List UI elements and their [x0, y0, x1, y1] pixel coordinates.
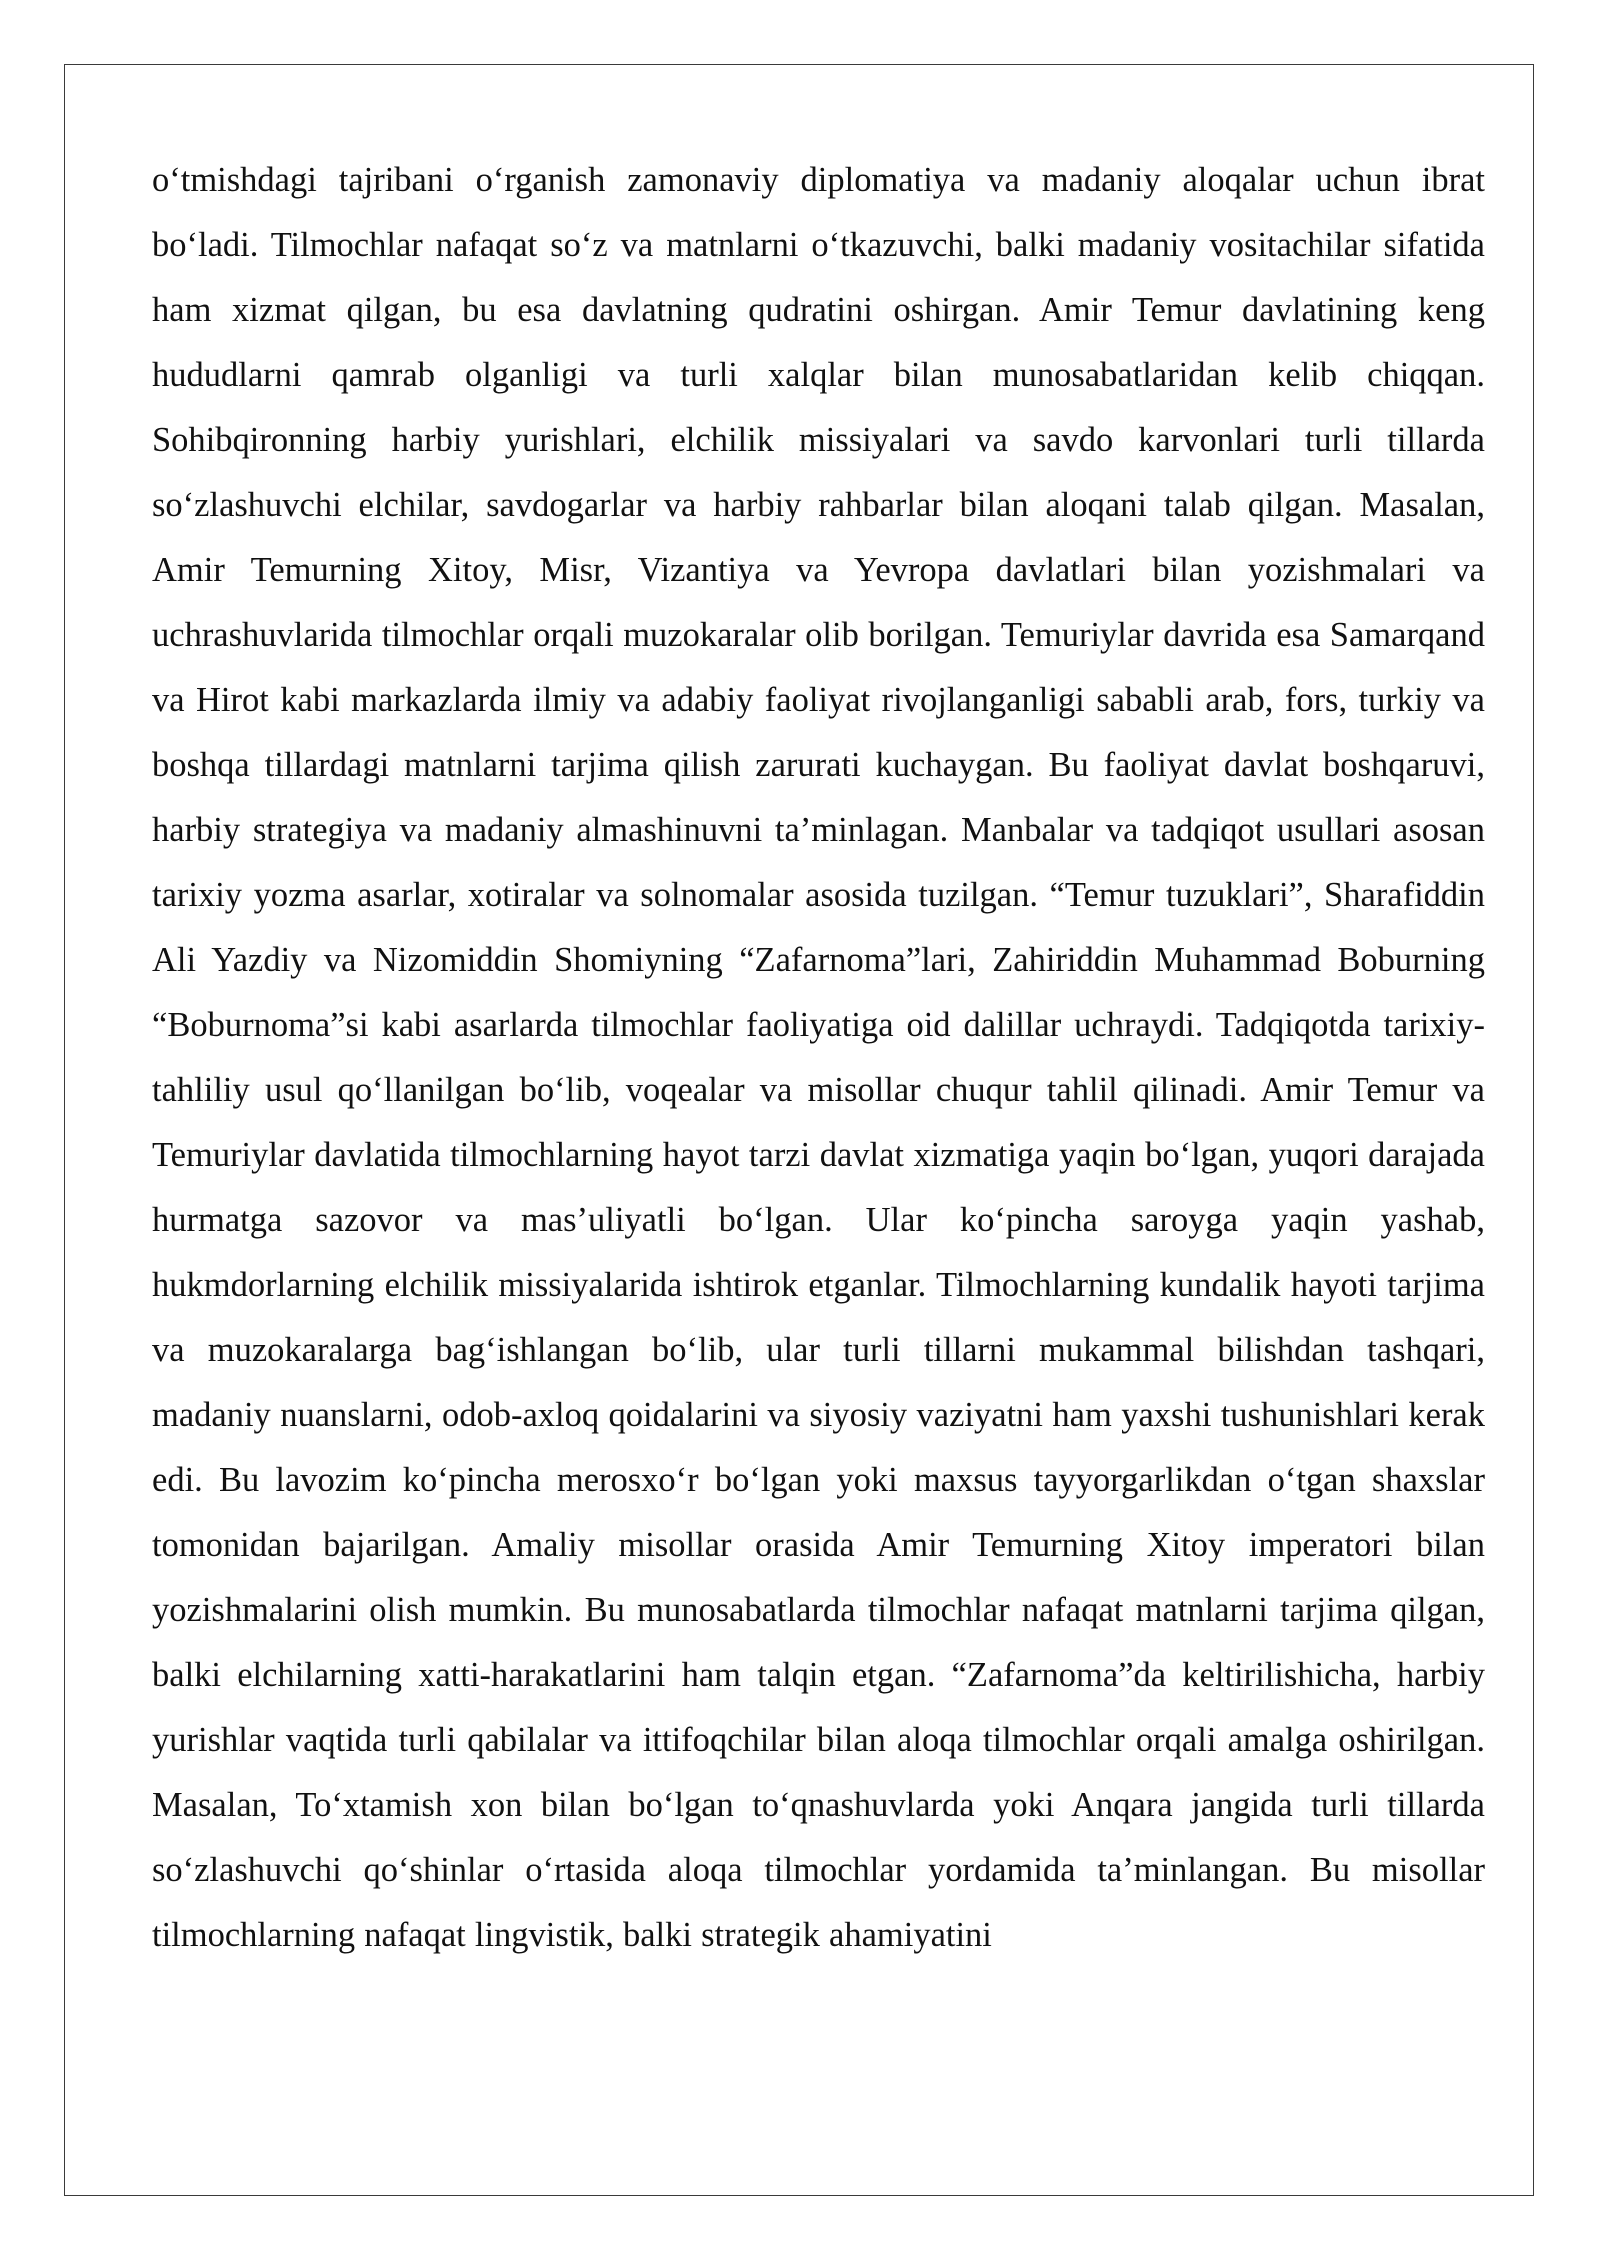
body-paragraph: o‘tmishdagi tajribani o‘rganish zamonaviy diplomatiya va madaniy aloqalar uchun ibrat bo‘ladi. Tilmochlar nafaqat so‘z va matnlarni o‘tkazuvchi, balki madaniy vositachilar sifatida ham xizmat qilgan, bu esa davlatning qudratini oshirgan. Amir Temur davlatining keng hududlarni qamrab olganligi va turli xalqlar bilan munosabatlaridan kelib chiqqan. Sohibqironning harbiy yurishlari, elchilik missiyalari va savdo karvonlari turli tillarda so‘zlashuvchi elchilar, savdogarlar va harbiy rahbarlar bilan aloqani talab qilgan. Masalan, Amir Temurning Xitoy, Misr, Vizantiya va Yevropa davlatlari bilan yozishmalari va uchrashuvlarida tilmochlar orqali muzokaralar olib borilgan. Temuriylar davrida esa Samarqand va Hirot kabi markazlarda ilmiy va adabiy faoliyat rivojlanganligi sababli arab, fors, turkiy va boshqa tillardagi matnlarni tarjima qilish zarurati kuchaygan. Bu faoliyat davlat boshqaruvi, harbiy strategiya va madaniy almashinuvni ta’minlagan. Manbalar va tadqiqot usullari asosan tarixiy yozma asarlar, xotiralar va solnomalar asosida tuzilgan. “Temur tuzuklari”, Sharafiddin Ali Yazdiy va Nizomiddin Shomiyning “Zafarnoma”lari, Zahiriddin Muhammad Boburning “Boburnoma”si kabi asarlarda tilmochlar faoliyatiga oid dalillar uchraydi. Tadqiqotda tarixiy-tahliliy usul qo‘llanilgan bo‘lib, voqealar va misollar chuqur tahlil qilinadi. Amir Temur va Temuriylar davlatida tilmochlarning hayot tarzi davlat xizmatiga yaqin bo‘lgan, yuqori darajada hurmatga sazovor va mas’uliyatli bo‘lgan. Ular ko‘pincha saroyga yaqin yashab, hukmdorlarning elchilik missiyalarida ishtirok etganlar. Tilmochlarning kundalik hayoti tarjima va muzokaralarga bag‘ishlangan bo‘lib, ular turli tillarni mukammal bilishdan tashqari, madaniy nuanslarni, odob-axloq qoidalarini va siyosiy vaziyatni ham yaxshi tushunishlari kerak edi. Bu lavozim ko‘pincha merosxo‘r bo‘lgan yoki maxsus tayyorgarlikdan o‘tgan shaxslar tomonidan bajarilgan. Amaliy misollar orasida Amir Temurning Xitoy imperatori bilan yozishmalarini olish mumkin. Bu munosabatlarda tilmochlar nafaqat matnlarni tarjima qilgan, balki elchilarning xatti-harakatlarini ham talqin etgan. “Zafarnoma”da keltirilishicha, harbiy yurishlar vaqtida turli qabilalar va ittifoqchilar bilan aloqa tilmochlar orqali amalga oshirilgan. Masalan, To‘xtamish xon bilan bo‘lgan to‘qnashuvlarda yoki Anqara jangida turli tillarda so‘zlashuvchi qo‘shinlar o‘rtasida aloqa tilmochlar yordamida ta’minlangan. Bu misollar tilmochlarning nafaqat lingvistik, balki strategik ahamiyatini [152, 161, 1485, 1954]
